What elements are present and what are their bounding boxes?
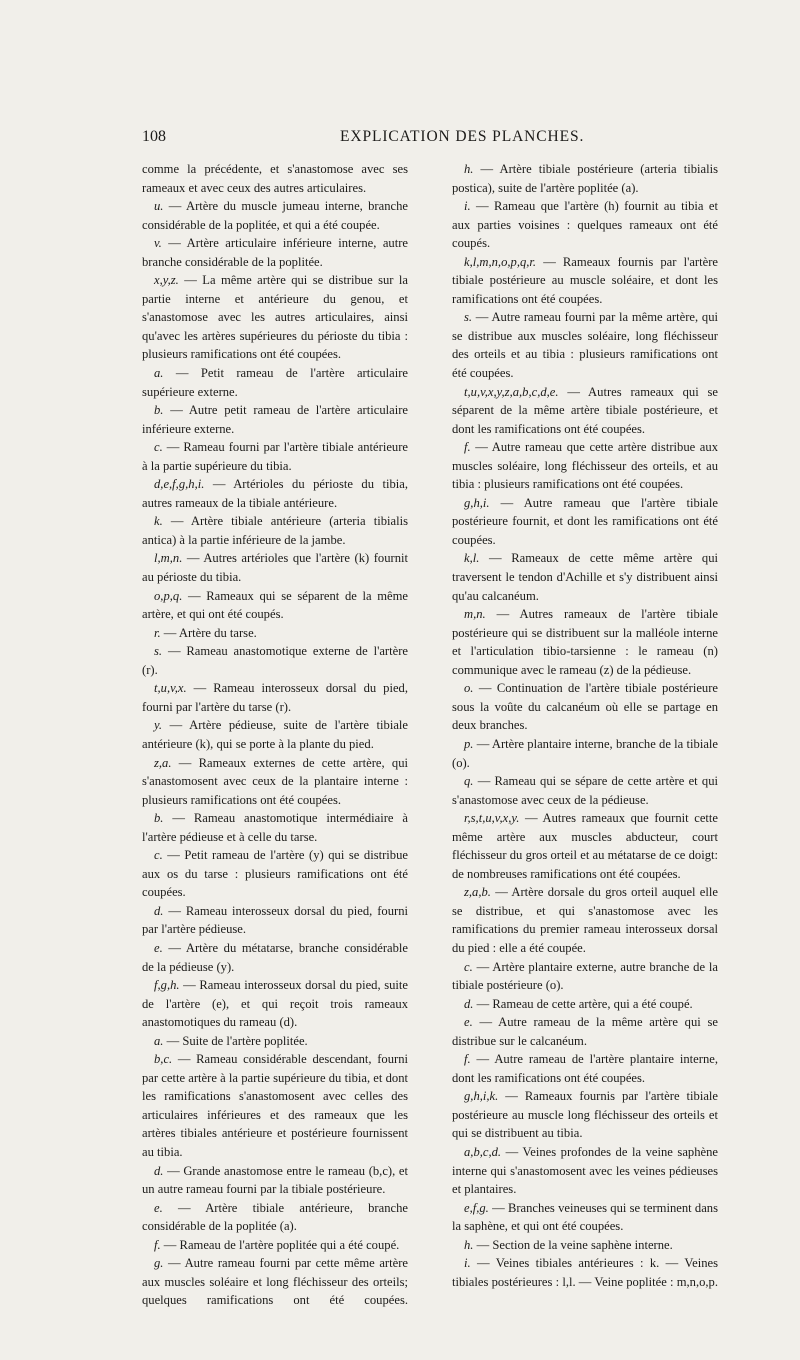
- entry-paragraph: [452, 735, 718, 772]
- entry-key: c.: [464, 959, 473, 974]
- entry-paragraph: [142, 1050, 408, 1161]
- entry-paragraph: [452, 1050, 718, 1087]
- entry-text: — Rameau considérable descendant, fourni par cette artère à la partie supérieure du tibia, et dont les ramifications s'anastomosent avec celles des articulaires inférieures et des rameaux que les artères tibiales antérieure et postérieure fournissent au tibia.: [142, 1052, 408, 1159]
- entry-key: h.: [464, 162, 474, 176]
- entry-key: g.: [154, 1256, 164, 1271]
- entry-text: — Artère dorsale du gros orteil auquel elle se distribue, et qui s'anastomose avec les ramifications du premier rameau interosseux dorsal du pied : elle a été coupée.: [452, 885, 718, 955]
- entry-text: — Artère articulaire inférieure interne, autre branche considérable de la poplitée.: [142, 236, 408, 269]
- entry-key: z,a.: [154, 755, 172, 770]
- entry-paragraph: [142, 754, 408, 810]
- entry-text: — Petit rameau de l'artère articulaire supérieure externe.: [142, 366, 408, 399]
- entry-key: t,u,v,x.: [154, 681, 187, 696]
- entry-paragraph: [142, 624, 408, 643]
- entry-text: — Autres rameaux que fournit cette même artère aux muscles abducteur, court fléchisseur du gros orteil et au métatarse de ce doigt: de nombreuses ramifications ont été coupées.: [452, 811, 718, 881]
- entry-key: u.: [154, 199, 164, 214]
- entry-paragraph: [452, 549, 718, 605]
- entry-paragraph: [142, 939, 408, 976]
- entry-key: r.: [154, 625, 161, 640]
- entry-paragraph: [142, 364, 408, 401]
- entry-text: — Autre rameau que cette artère distribue aux muscles soléaire, long fléchisseur des orteils, et au tibia : plusieurs ramifications ont été coupées.: [452, 440, 718, 492]
- entry-text: — Rameaux externes de cette artère, qui s'anastomosent avec ceux de la plantaire interne : plusieurs ramifications ont été coupées.: [142, 755, 408, 807]
- entry-text: — La même artère qui se distribue sur la partie interne et antérieure du genou, et s'anastomose avec les autres articulaires, ainsi qu'avec les artères supérieures du périoste du tibia : plusieurs ramifications ont été coupées.: [142, 273, 408, 362]
- entry-paragraph: [452, 995, 718, 1014]
- entry-key: z,a,b.: [464, 885, 491, 900]
- entry-text: — Autre petit rameau de l'artère articulaire inférieure externe.: [142, 403, 408, 436]
- entry-text: — Autres artérioles que l'artère (k) fournit au périoste du tibia.: [142, 551, 408, 585]
- right-column: [452, 160, 718, 1291]
- entry-key: t,u,v,x,y,z,a,b,c,d,e.: [464, 384, 559, 399]
- entry-paragraph: [452, 883, 718, 957]
- entry-key: k.: [154, 514, 163, 529]
- entry-key: o,p,q.: [154, 588, 183, 603]
- entry-paragraph: [452, 1143, 718, 1199]
- entry-paragraph: [142, 587, 408, 624]
- entry-text: — Rameau de l'artère poplitée qui a été coupé.: [160, 1237, 400, 1252]
- entry-paragraph: [452, 1199, 718, 1236]
- entry-key: i.: [464, 1256, 471, 1271]
- entry-text: — Veines tibiales antérieures : k. — Veines tibiales postérieures : l,l. — Veine poplitée : m,n,o,p.: [452, 1256, 718, 1289]
- entry-paragraph: [142, 271, 408, 364]
- entry-text: — Petit rameau de l'artère (y) qui se distribue aux os du tarse : plusieurs ramifications ont été coupées.: [142, 848, 408, 900]
- entry-text: — Section de la veine saphène interne.: [473, 1237, 673, 1252]
- entry-paragraph: [142, 475, 408, 512]
- entry-paragraph: [142, 976, 408, 1032]
- entry-paragraph: [142, 1254, 408, 1310]
- entry-text: — Artérioles du périoste du tibia, autres rameaux de la tibiale antérieure.: [142, 477, 408, 510]
- entry-paragraph: [142, 438, 408, 475]
- entry-paragraph: [142, 512, 408, 549]
- entry-key: b.: [154, 403, 164, 418]
- entry-paragraph: [452, 1087, 718, 1143]
- entry-key: e.: [154, 1200, 163, 1215]
- entry-paragraph: [142, 679, 408, 716]
- entry-text: — Branches veineuses qui se terminent dans la saphène, et qui ont été coupées.: [452, 1200, 718, 1234]
- entry-key: b,c.: [154, 1052, 173, 1067]
- entry-paragraph: [142, 902, 408, 939]
- entry-key: i.: [464, 199, 471, 214]
- entry-paragraph: [142, 1199, 408, 1236]
- entry-key: d.: [154, 1163, 164, 1178]
- running-title: EXPLICATION DES PLANCHES.: [340, 128, 585, 145]
- entry-key: k,l,m,n,o,p,q,r.: [464, 254, 537, 269]
- entry-key: l,m,n.: [154, 551, 183, 566]
- page-header: [142, 128, 602, 150]
- entry-key: r,s,t,u,v,x,y.: [464, 811, 520, 826]
- entry-text: — Artère pédieuse, suite de l'artère tibiale antérieure (k), qui se porte à la plante du pied.: [142, 718, 408, 751]
- entry-key: e.: [154, 940, 163, 955]
- entry-key: b.: [154, 811, 164, 826]
- entry-text: — Rameaux qui se séparent de la même artère, et qui ont été coupés.: [142, 588, 408, 622]
- entry-text: — Artère du métatarse, branche considérable de la pédieuse (y).: [142, 940, 408, 974]
- entry-paragraph: [142, 1236, 408, 1255]
- entry-paragraph: [142, 1162, 408, 1199]
- entry-key: g,h,i.: [464, 495, 490, 510]
- entry-text: — Veines profondes de la veine saphène interne qui s'anastomosent avec les veines pédieuses et plantaires.: [452, 1144, 718, 1197]
- entry-paragraph: [452, 494, 718, 550]
- entry-paragraph: [142, 160, 408, 197]
- entry-paragraph: [142, 846, 408, 902]
- entry-text: — Autre rameau de l'artère plantaire interne, dont les ramifications ont été coupées.: [452, 1052, 718, 1085]
- entry-paragraph: [452, 1236, 718, 1255]
- entry-key: a,b,c,d.: [464, 1144, 502, 1159]
- entry-key: o.: [464, 681, 474, 696]
- entry-text: — Rameaux fournis par l'artère tibiale postérieure au muscle long fléchisseur des orteils et qui se distribuent au tibia.: [452, 1089, 718, 1141]
- entry-key: k,l.: [464, 551, 480, 566]
- entry-key: f.: [464, 440, 471, 455]
- entry-text: — Autres rameaux de l'artère tibiale postérieure qui se distribuent sur la malléole interne et l'articulation tibio-tarsienne : le rameau (n) communique avec le rameau (z) de la pédieuse.: [452, 607, 718, 677]
- entry-key: c.: [154, 440, 163, 455]
- entry-key: v.: [154, 236, 162, 251]
- entry-key: d.: [154, 903, 164, 918]
- entry-key: e.: [464, 1015, 473, 1030]
- entry-paragraph: [142, 549, 408, 586]
- page-number: 108: [142, 128, 166, 145]
- entry-paragraph: [142, 716, 408, 753]
- entry-paragraph: [452, 1013, 718, 1050]
- entry-text: — Rameau anastomotique intermédiaire à l'artère pédieuse et à celle du tarse.: [142, 811, 408, 844]
- entry-key: e,f,g.: [464, 1200, 489, 1215]
- entry-text: — Suite de l'artère poplitée.: [163, 1033, 308, 1048]
- entry-paragraph: [142, 1032, 408, 1051]
- entry-key: f,g,h.: [154, 978, 180, 993]
- entry-text: comme la précédente, et s'anastomose avec ses rameaux et avec ceux des autres articulaires.: [142, 162, 408, 195]
- entry-paragraph: [142, 809, 408, 846]
- entry-text: — Rameaux de cette même artère qui traversent le tendon d'Achille et s'y distribuent ainsi qu'au calcanéum.: [452, 551, 718, 603]
- entry-key: d.: [464, 996, 474, 1011]
- entry-paragraph: [452, 772, 718, 809]
- entry-key: a.: [154, 1033, 164, 1048]
- entry-key: x,y,z.: [154, 273, 179, 288]
- entry-text: — Artère tibiale postérieure (arteria tibialis postica), suite de l'artère poplitée (a).: [452, 162, 718, 195]
- entry-key: h.: [464, 1237, 474, 1252]
- entry-text: — Artère du muscle jumeau interne, branche considérable de la poplitée, et qui a été coupée.: [142, 199, 408, 232]
- entry-text: — Continuation de l'artère tibiale postérieure sous la voûte du calcanéum où elle se partage en deux branches.: [452, 681, 718, 733]
- entry-text: — Rameau interosseux dorsal du pied, fourni par l'artère du tarse (r).: [142, 681, 408, 714]
- entry-paragraph: [452, 308, 718, 382]
- entry-paragraph: [452, 160, 718, 197]
- entry-text: — Autres rameaux qui se séparent de la même artère tibiale postérieure, et dont les ramifications ont été coupées.: [452, 384, 718, 436]
- entry-text: — Rameau anastomotique externe de l'artère (r).: [142, 644, 408, 677]
- entry-text: — Rameau fourni par l'artère tibiale antérieure à la partie supérieure du tibia.: [142, 440, 408, 473]
- entry-text: — Rameau que l'artère (h) fournit au tibia et aux parties voisines : quelques rameaux ont été coupés.: [452, 199, 718, 251]
- entry-paragraph: [142, 401, 408, 438]
- entry-paragraph: [452, 438, 718, 494]
- entry-text: — Grande anastomose entre le rameau (b,c), et un autre rameau fourni par la tibiale postérieure.: [142, 1163, 408, 1197]
- entry-text: — Artère plantaire externe, autre branche de la tibiale postérieure (o).: [452, 959, 718, 993]
- entry-paragraph: [452, 197, 718, 253]
- left-column: [142, 160, 408, 1310]
- entry-key: s.: [154, 644, 163, 659]
- entry-text: — Artère du tarse.: [160, 625, 257, 640]
- entry-key: q.: [464, 774, 474, 789]
- entry-text: — Rameau interosseux dorsal du pied, fourni par l'artère pédieuse.: [142, 903, 408, 937]
- entry-paragraph: [452, 679, 718, 735]
- entry-text: — Artère plantaire interne, branche de la tibiale (o).: [452, 736, 718, 770]
- entry-key: g,h,i,k.: [464, 1089, 499, 1104]
- entry-text: — Artère tibiale antérieure (arteria tibialis antica) à la partie inférieure de la jambe.: [142, 514, 408, 547]
- entry-key: s.: [464, 310, 473, 325]
- entry-text: — Rameaux fournis par l'artère tibiale postérieure au muscle soléaire, et dont les ramifications ont été coupées.: [452, 254, 718, 306]
- entry-text: — Autre rameau de la même artère qui se distribue sur le calcanéum.: [452, 1015, 718, 1048]
- entry-paragraph: [452, 1254, 718, 1291]
- entry-text: — Rameau de cette artère, qui a été coupé.: [473, 996, 693, 1011]
- entry-text: — Autre rameau fourni par cette même artère aux muscles soléaire et long fléchisseur des orteils; quelques ramifications ont été coupées.: [142, 1256, 408, 1308]
- entry-text: — Autre rameau que l'artère tibiale postérieure fournit, et dont les ramifications ont été coupées.: [452, 495, 718, 547]
- entry-paragraph: [452, 383, 718, 439]
- entry-key: c.: [154, 848, 163, 863]
- entry-paragraph: [142, 197, 408, 234]
- entry-text: — Rameau qui se sépare de cette artère et qui s'anastomose avec ceux de la pédieuse.: [452, 774, 718, 807]
- entry-text: — Autre rameau fourni par la même artère, qui se distribue aux muscles soléaire, long fléchisseur des orteils et au tibia : plusieurs ramifications ont été coupées.: [452, 310, 718, 381]
- entry-key: a.: [154, 366, 164, 381]
- entry-key: y.: [154, 718, 163, 733]
- entry-text: — Rameau interosseux dorsal du pied, suite de l'artère (e), et qui reçoit trois rameaux anastomotiques du rameau (d).: [142, 978, 408, 1030]
- entry-paragraph: [452, 253, 718, 309]
- entry-paragraph: [452, 605, 718, 679]
- entry-key: f.: [464, 1052, 471, 1067]
- entry-key: m,n.: [464, 607, 486, 622]
- entry-paragraph: [142, 234, 408, 271]
- entry-paragraph: [142, 642, 408, 679]
- entry-key: d,e,f,g,h,i.: [154, 477, 205, 492]
- entry-text: — Artère tibiale antérieure, branche considérable de la poplitée (a).: [142, 1200, 408, 1234]
- entry-key: p.: [464, 736, 474, 751]
- entry-key: f.: [154, 1237, 161, 1252]
- entry-paragraph: [452, 958, 718, 995]
- entry-paragraph: [452, 809, 718, 883]
